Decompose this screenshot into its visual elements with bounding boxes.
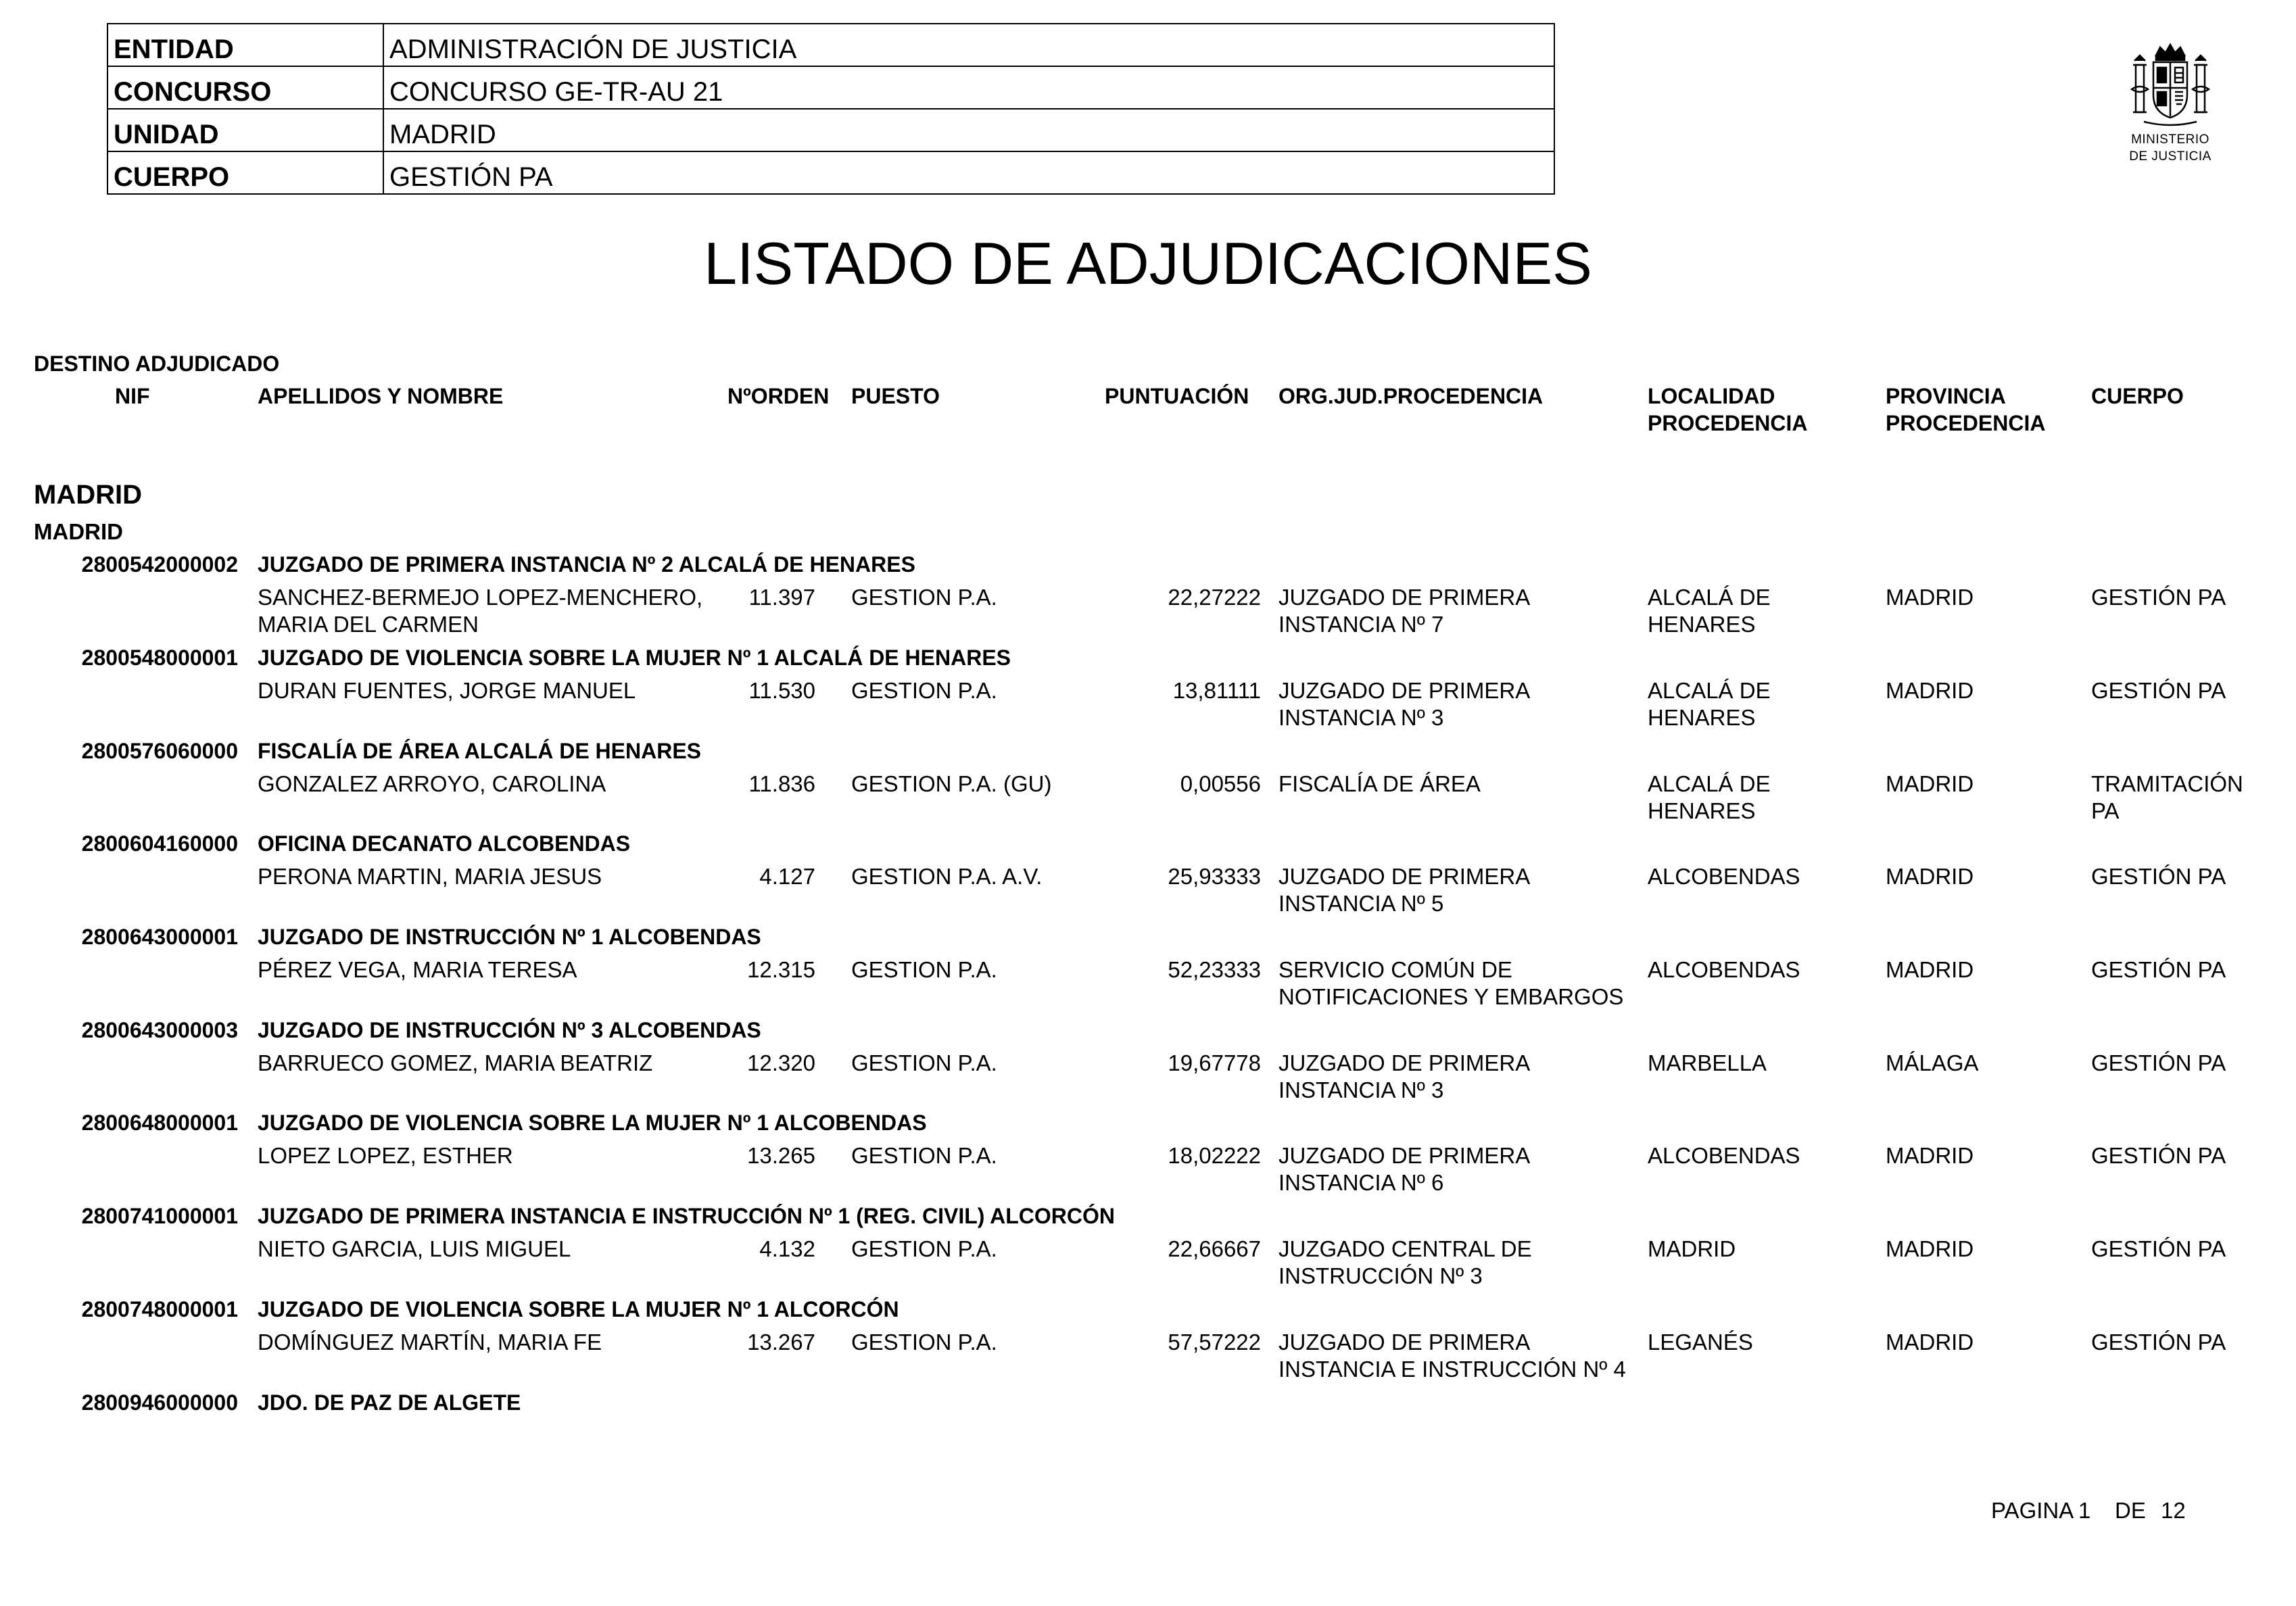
- destino-name: JUZGADO DE VIOLENCIA SOBRE LA MUJER Nº 1 ALCOBENDAS: [258, 1111, 927, 1135]
- destino-code: 2800748000001: [81, 1297, 238, 1321]
- provincia-procedencia: MADRID: [1886, 1330, 1974, 1355]
- apellidos-nombre-line: DURAN FUENTES, JORGE MANUEL: [258, 678, 636, 703]
- localidad-line: MADRID: [1648, 1236, 1736, 1261]
- cuerpo: [2091, 863, 2287, 890]
- apellidos-nombre: [258, 1142, 731, 1169]
- col-localidad: LOCALIDAD: [1648, 384, 1775, 408]
- localidad-line: HENARES: [1648, 798, 1756, 823]
- apellidos-nombre: [258, 863, 731, 890]
- cuerpo-line: GESTIÓN PA: [2091, 1143, 2226, 1168]
- destino-name: JUZGADO DE PRIMERA INSTANCIA Nº 2 ALCALÁ DE HENARES: [258, 552, 915, 577]
- cuerpo: [2091, 1050, 2287, 1077]
- org-jud-line: INSTANCIA Nº 5: [1278, 891, 1444, 916]
- col-provincia-procedencia: PROCEDENCIA: [1886, 411, 2046, 435]
- puntuacion: 22,66667: [1168, 1236, 1261, 1261]
- destino-code: 2800643000003: [81, 1018, 238, 1042]
- puesto: GESTION P.A. (GU): [851, 771, 1052, 796]
- localidad-line: ALCOBENDAS: [1648, 1143, 1800, 1168]
- page-label: PAGINA: [1991, 1498, 2074, 1523]
- org-jud-line: JUZGADO DE PRIMERA: [1278, 1143, 1531, 1168]
- localidad-line: LEGANÉS: [1648, 1330, 1753, 1355]
- destino-name: OFICINA DECANATO ALCOBENDAS: [258, 831, 631, 856]
- page-title: LISTADO DE ADJUDICACIONES: [704, 230, 1592, 297]
- coat-of-arms-icon: [2130, 42, 2210, 130]
- provincia-procedencia: MADRID: [1886, 1236, 1974, 1261]
- localidad-procedencia: [1648, 677, 1871, 731]
- header-value-unidad: MADRID: [383, 109, 1554, 151]
- destino-code: 2800643000001: [81, 925, 238, 949]
- apellidos-nombre: [258, 584, 731, 638]
- puesto: GESTION P.A.: [851, 1236, 997, 1261]
- numero-orden: 4.132: [759, 1236, 815, 1261]
- numero-orden: 13.265: [747, 1143, 815, 1168]
- col-apellidos-nombre: APELLIDOS Y NOMBRE: [258, 384, 504, 408]
- org-jud-procedencia: [1278, 863, 1644, 917]
- org-jud-procedencia: [1278, 1329, 1644, 1383]
- puesto: GESTION P.A.: [851, 1330, 997, 1355]
- puntuacion: 22,27222: [1168, 585, 1261, 610]
- cuerpo: [2091, 1329, 2287, 1356]
- org-jud-procedencia: [1278, 956, 1644, 1011]
- cuerpo-line: GESTIÓN PA: [2091, 864, 2226, 889]
- org-jud-line: INSTANCIA Nº 7: [1278, 612, 1444, 637]
- destino-name: JUZGADO DE VIOLENCIA SOBRE LA MUJER Nº 1 ALCORCÓN: [258, 1297, 899, 1321]
- destino-name: JUZGADO DE VIOLENCIA SOBRE LA MUJER Nº 1 ALCALÁ DE HENARES: [258, 646, 1011, 670]
- header-label-cuerpo: CUERPO: [107, 151, 383, 194]
- cuerpo: [2091, 1142, 2287, 1169]
- destino-name: JUZGADO DE INSTRUCCIÓN Nº 3 ALCOBENDAS: [258, 1018, 761, 1042]
- localidad-line: ALCOBENDAS: [1648, 864, 1800, 889]
- puntuacion: 13,81111: [1172, 678, 1261, 703]
- localidad-procedencia: [1648, 584, 1871, 638]
- cuerpo-line: GESTIÓN PA: [2091, 1236, 2226, 1261]
- logo-text-line2: DE JUSTICIA: [2129, 149, 2211, 164]
- org-jud-line: SERVICIO COMÚN DE: [1278, 957, 1512, 982]
- apellidos-nombre-line: GONZALEZ ARROYO, CAROLINA: [258, 771, 606, 796]
- apellidos-nombre-line: DOMÍNGUEZ MARTÍN, MARIA FE: [258, 1330, 602, 1355]
- apellidos-nombre-line: SANCHEZ-BERMEJO LOPEZ-MENCHERO,: [258, 585, 703, 610]
- locality-heading: MADRID: [34, 519, 123, 544]
- header-info-table: [107, 23, 1555, 195]
- col-norden: NºORDEN: [727, 384, 830, 408]
- destino-name: JDO. DE PAZ DE ALGETE: [258, 1390, 521, 1415]
- puntuacion: 25,93333: [1168, 864, 1261, 889]
- org-jud-line: JUZGADO DE PRIMERA: [1278, 585, 1531, 610]
- col-nif: NIF: [115, 384, 150, 408]
- numero-orden: 11.397: [748, 585, 815, 610]
- org-jud-procedencia: [1278, 584, 1644, 638]
- numero-orden: 12.315: [747, 957, 815, 982]
- apellidos-nombre-line: PÉREZ VEGA, MARIA TERESA: [258, 957, 577, 982]
- col-cuerpo: CUERPO: [2091, 384, 2184, 408]
- org-jud-procedencia: [1278, 1236, 1644, 1290]
- localidad-line: MARBELLA: [1648, 1050, 1767, 1075]
- localidad-procedencia: [1648, 1050, 1871, 1077]
- apellidos-nombre-line: MARIA DEL CARMEN: [258, 612, 479, 637]
- col-org-jud-procedencia: ORG.JUD.PROCEDENCIA: [1278, 384, 1544, 408]
- cuerpo-line: PA: [2091, 798, 2120, 823]
- puntuacion: 0,00556: [1180, 771, 1261, 796]
- header-label-concurso: CONCURSO: [107, 66, 383, 109]
- destino-code: 2800946000000: [81, 1390, 238, 1415]
- localidad-procedencia: [1648, 1236, 1871, 1263]
- org-jud-line: JUZGADO CENTRAL DE: [1278, 1236, 1532, 1261]
- apellidos-nombre: [258, 1329, 731, 1356]
- cuerpo-line: TRAMITACIÓN: [2091, 771, 2243, 796]
- provincia-procedencia: MADRID: [1886, 864, 1974, 889]
- numero-orden: 11.530: [748, 678, 815, 703]
- org-jud-line: JUZGADO DE PRIMERA: [1278, 678, 1531, 703]
- localidad-line: ALCALÁ DE: [1648, 585, 1771, 610]
- header-value-cuerpo: GESTIÓN PA: [383, 151, 1554, 194]
- puesto: GESTION P.A.: [851, 957, 997, 982]
- apellidos-nombre-line: BARRUECO GOMEZ, MARIA BEATRIZ: [258, 1050, 653, 1075]
- col-localidad-procedencia: PROCEDENCIA: [1648, 411, 1808, 435]
- provincia-procedencia: MADRID: [1886, 957, 1974, 982]
- localidad-line: ALCALÁ DE: [1648, 771, 1771, 796]
- org-jud-line: NOTIFICACIONES Y EMBARGOS: [1278, 984, 1624, 1009]
- cuerpo: [2091, 584, 2287, 611]
- org-jud-line: JUZGADO DE PRIMERA: [1278, 864, 1531, 889]
- page-total: 12: [2161, 1498, 2186, 1523]
- org-jud-line: JUZGADO DE PRIMERA: [1278, 1330, 1531, 1355]
- province-heading: MADRID: [34, 480, 142, 510]
- provincia-procedencia: MADRID: [1886, 585, 1974, 610]
- logo-text-line1: MINISTERIO: [2131, 132, 2209, 147]
- org-jud-line: JUZGADO DE PRIMERA: [1278, 1050, 1531, 1075]
- header-label-unidad: UNIDAD: [107, 109, 383, 151]
- page-number: 1: [2078, 1498, 2091, 1523]
- apellidos-nombre: [258, 1050, 731, 1077]
- destino-code: 2800648000001: [81, 1111, 238, 1135]
- puntuacion: 19,67778: [1168, 1050, 1261, 1075]
- cuerpo-line: GESTIÓN PA: [2091, 678, 2226, 703]
- localidad-procedencia: [1648, 863, 1871, 890]
- apellidos-nombre-line: LOPEZ LOPEZ, ESTHER: [258, 1143, 513, 1168]
- apellidos-nombre-line: NIETO GARCIA, LUIS MIGUEL: [258, 1236, 571, 1261]
- provincia-procedencia: MADRID: [1886, 1143, 1974, 1168]
- cuerpo: [2091, 1236, 2287, 1263]
- org-jud-procedencia: [1278, 771, 1644, 798]
- localidad-line: HENARES: [1648, 612, 1756, 637]
- destino-name: JUZGADO DE INSTRUCCIÓN Nº 1 ALCOBENDAS: [258, 925, 761, 949]
- puesto: GESTION P.A.: [851, 678, 997, 703]
- destino-code: 2800548000001: [81, 646, 238, 670]
- apellidos-nombre: [258, 677, 731, 704]
- apellidos-nombre-line: PERONA MARTIN, MARIA JESUS: [258, 864, 602, 889]
- puntuacion: 18,02222: [1168, 1143, 1261, 1168]
- destino-code: 2800542000002: [81, 552, 238, 577]
- cuerpo: [2091, 771, 2287, 825]
- numero-orden: 13.267: [747, 1330, 815, 1355]
- destino-code: 2800604160000: [81, 831, 238, 856]
- ministry-logo: [2123, 42, 2218, 164]
- col-provincia: PROVINCIA: [1886, 384, 2006, 408]
- header-value-concurso: CONCURSO GE-TR-AU 21: [383, 66, 1554, 109]
- numero-orden: 4.127: [759, 864, 815, 889]
- provincia-procedencia: MÁLAGA: [1886, 1050, 1979, 1075]
- puesto: GESTION P.A. A.V.: [851, 864, 1043, 889]
- localidad-line: HENARES: [1648, 705, 1756, 730]
- org-jud-line: FISCALÍA DE ÁREA: [1278, 771, 1481, 796]
- puesto: GESTION P.A.: [851, 585, 997, 610]
- col-puntuacion: PUNTUACIÓN: [1105, 384, 1249, 408]
- provincia-procedencia: MADRID: [1886, 771, 1974, 796]
- org-jud-line: INSTANCIA E INSTRUCCIÓN Nº 4: [1278, 1357, 1626, 1382]
- org-jud-line: INSTANCIA Nº 6: [1278, 1170, 1444, 1195]
- apellidos-nombre: [258, 771, 731, 798]
- puntuacion: 52,23333: [1168, 957, 1261, 982]
- header-label-entidad: ENTIDAD: [107, 24, 383, 66]
- org-jud-line: INSTANCIA Nº 3: [1278, 705, 1444, 730]
- destino-code: 2800741000001: [81, 1204, 238, 1228]
- cuerpo: [2091, 677, 2287, 704]
- cuerpo-line: GESTIÓN PA: [2091, 957, 2226, 982]
- puesto: GESTION P.A.: [851, 1143, 997, 1168]
- destino-name: JUZGADO DE PRIMERA INSTANCIA E INSTRUCCIÓN Nº 1 (REG. CIVIL) ALCORCÓN: [258, 1204, 1116, 1228]
- localidad-procedencia: [1648, 771, 1871, 825]
- cuerpo-line: GESTIÓN PA: [2091, 585, 2226, 610]
- org-jud-procedencia: [1278, 677, 1644, 731]
- destino-name: FISCALÍA DE ÁREA ALCALÁ DE HENARES: [258, 739, 702, 763]
- apellidos-nombre: [258, 956, 731, 983]
- localidad-procedencia: [1648, 1142, 1871, 1169]
- localidad-procedencia: [1648, 1329, 1871, 1356]
- localidad-procedencia: [1648, 956, 1871, 983]
- org-jud-procedencia: [1278, 1050, 1644, 1104]
- page-of-label: DE: [2115, 1498, 2146, 1523]
- cuerpo-line: GESTIÓN PA: [2091, 1050, 2226, 1075]
- org-jud-line: INSTRUCCIÓN Nº 3: [1278, 1263, 1483, 1288]
- numero-orden: 11.836: [748, 771, 815, 796]
- col-puesto: PUESTO: [851, 384, 940, 408]
- puesto: GESTION P.A.: [851, 1050, 997, 1075]
- org-jud-line: INSTANCIA Nº 3: [1278, 1077, 1444, 1102]
- puntuacion: 57,57222: [1168, 1330, 1261, 1355]
- apellidos-nombre: [258, 1236, 731, 1263]
- cuerpo-line: GESTIÓN PA: [2091, 1330, 2226, 1355]
- localidad-line: ALCOBENDAS: [1648, 957, 1800, 982]
- destino-code: 2800576060000: [81, 739, 238, 763]
- provincia-procedencia: MADRID: [1886, 678, 1974, 703]
- localidad-line: ALCALÁ DE: [1648, 678, 1771, 703]
- org-jud-procedencia: [1278, 1142, 1644, 1196]
- numero-orden: 12.320: [747, 1050, 815, 1075]
- cuerpo: [2091, 956, 2287, 983]
- header-value-entidad: ADMINISTRACIÓN DE JUSTICIA: [383, 24, 1554, 66]
- col-destino-adjudicado: DESTINO ADJUDICADO: [34, 351, 280, 376]
